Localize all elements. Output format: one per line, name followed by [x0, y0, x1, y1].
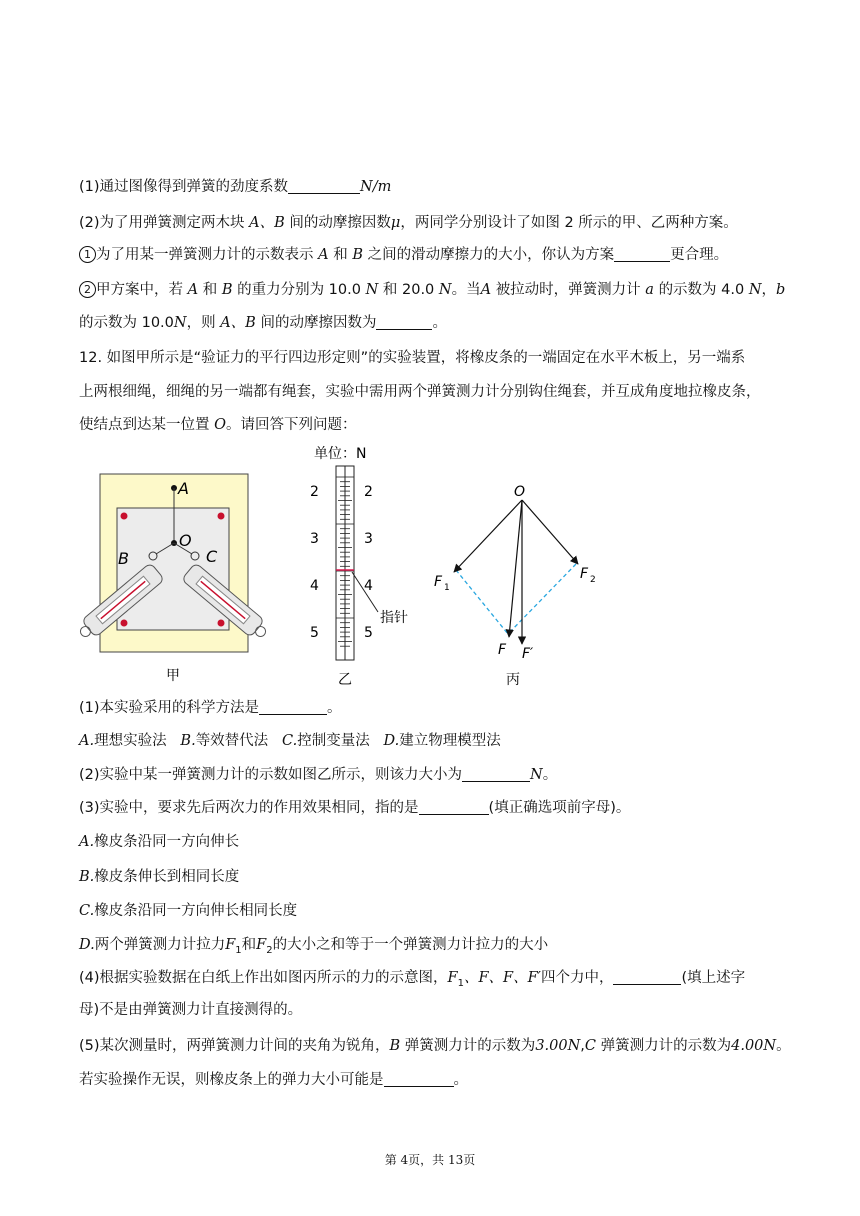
- label-F1-sub: 1: [444, 583, 450, 593]
- tick-right-4: 4: [364, 578, 373, 594]
- q11-part2: (2)为了用弹簧测定两木块 A、B 间的动摩擦因数μ，两同学分别设计了如图 2 所示的甲、乙两种方案。: [79, 215, 738, 231]
- tick-right-5: 5: [364, 625, 373, 641]
- answer-blank[interactable]: [419, 799, 489, 815]
- tick-right-3: 3: [364, 531, 373, 547]
- q12-part4-cont: 母)不是由弹簧测力计直接测得的。: [79, 1002, 303, 1018]
- q12-part1: (1)本实验采用的科学方法是 。: [79, 700, 342, 716]
- label-F2-sub: 2: [590, 575, 596, 585]
- answer-blank[interactable]: [462, 766, 530, 782]
- label-O: O: [514, 484, 526, 500]
- answer-blank[interactable]: [614, 246, 670, 262]
- q12-intro-line3: 使结点到达某一位置 O。请回答下列问题：: [79, 417, 357, 433]
- q11-sub1: 1 为了用某一弹簧测力计的示数表示 A 和 B 之间的滑动摩擦力的大小，你认为方案 更合理。: [79, 244, 728, 266]
- q12-part3-choice-D: D.两个弹簧测力计拉力$F_1$和$F_2$的大小之和等于一个弹簧测力计拉力的大小: [79, 937, 549, 956]
- q12-part5: (5)某次测量时，两弹簧测力计间的夹角为锐角，B 弹簧测力计的示数为3.00N,C 弹簧测力计的示数为4.00N。: [79, 1038, 791, 1054]
- caption-yi: 乙: [338, 672, 352, 688]
- q12-part3: (3)实验中，要求先后两次力的作用效果相同，指的是 (填正确选项前字母)。: [79, 800, 631, 816]
- answer-blank[interactable]: [384, 1071, 454, 1087]
- q11-sub2: 2 甲方案中，若 A 和 B 的重力分别为 10.0 N 和 20.0 N。当A 被拉动时，弹簧测力计 a 的示数为 4.0 N，b: [79, 279, 785, 301]
- q12-intro-line2: 上两根细绳，细绳的另一端都有绳套，实验中需用两个弹簧测力计分别钩住绳套，并互成角度地拉橡皮条，: [79, 384, 761, 400]
- label-B: B: [118, 549, 129, 568]
- tick-right-2: 2: [364, 484, 373, 500]
- page-footer: 第 4页，共 13页: [384, 1153, 476, 1167]
- pointer-label: 指针: [380, 610, 408, 626]
- label-O: O: [179, 531, 192, 550]
- caption-bing: 丙: [506, 672, 520, 688]
- q12-part5-cont: 若实验操作无误，则橡皮条上的弹力大小可能是 。: [79, 1072, 468, 1088]
- tick-left-5: 5: [310, 625, 319, 641]
- q11-part1: (1)通过图像得到弹簧的劲度系数 N/m: [79, 179, 392, 195]
- answer-blank[interactable]: [259, 699, 327, 715]
- q12-intro-line1: 12. 如图甲所示是“验证力的平行四边形定则”的实验装置，将橡皮条的一端固定在水平木板上，另一端系: [79, 350, 746, 366]
- q12-part3-choice-C: C.橡皮条沿同一方向伸长相同长度: [79, 903, 298, 919]
- tick-left-4: 4: [310, 578, 319, 594]
- label-F2: F: [580, 566, 589, 582]
- figure-bing: [428, 478, 608, 690]
- q12-part1-options: A.理想实验法 B.等效替代法 C.控制变量法 D.建立物理模型法: [79, 733, 501, 749]
- label-F1: F: [434, 574, 443, 590]
- figure-jia: [78, 470, 268, 690]
- q12-part4: (4)根据实验数据在白纸上作出如图丙所示的力的示意图，$F_1$、F、F、F′四个力中， (填上述字: [79, 970, 746, 989]
- unit-label: 单位：N: [314, 446, 367, 462]
- answer-blank[interactable]: [613, 969, 681, 985]
- q12-part2: (2)实验中某一弹簧测力计的示数如图乙所示，则该力大小为 N。: [79, 767, 558, 783]
- tick-left-2: 2: [310, 484, 319, 500]
- answer-blank[interactable]: [288, 178, 360, 194]
- q12-part3-choice-A: A.橡皮条沿同一方向伸长: [79, 834, 240, 850]
- tick-left-3: 3: [310, 531, 319, 547]
- label-F-prime: F′: [522, 646, 534, 662]
- q11-sub2-cont: 的示数为 10.0N，则 A、B 间的动摩擦因数为 。: [79, 315, 447, 331]
- figure-yi: [300, 444, 430, 690]
- answer-blank[interactable]: [376, 314, 432, 330]
- label-A: A: [178, 479, 189, 498]
- label-F: F: [498, 642, 507, 658]
- caption-jia: 甲: [166, 668, 180, 684]
- label-C: C: [206, 547, 218, 566]
- q12-part3-choice-B: B.橡皮条伸长到相同长度: [79, 869, 240, 885]
